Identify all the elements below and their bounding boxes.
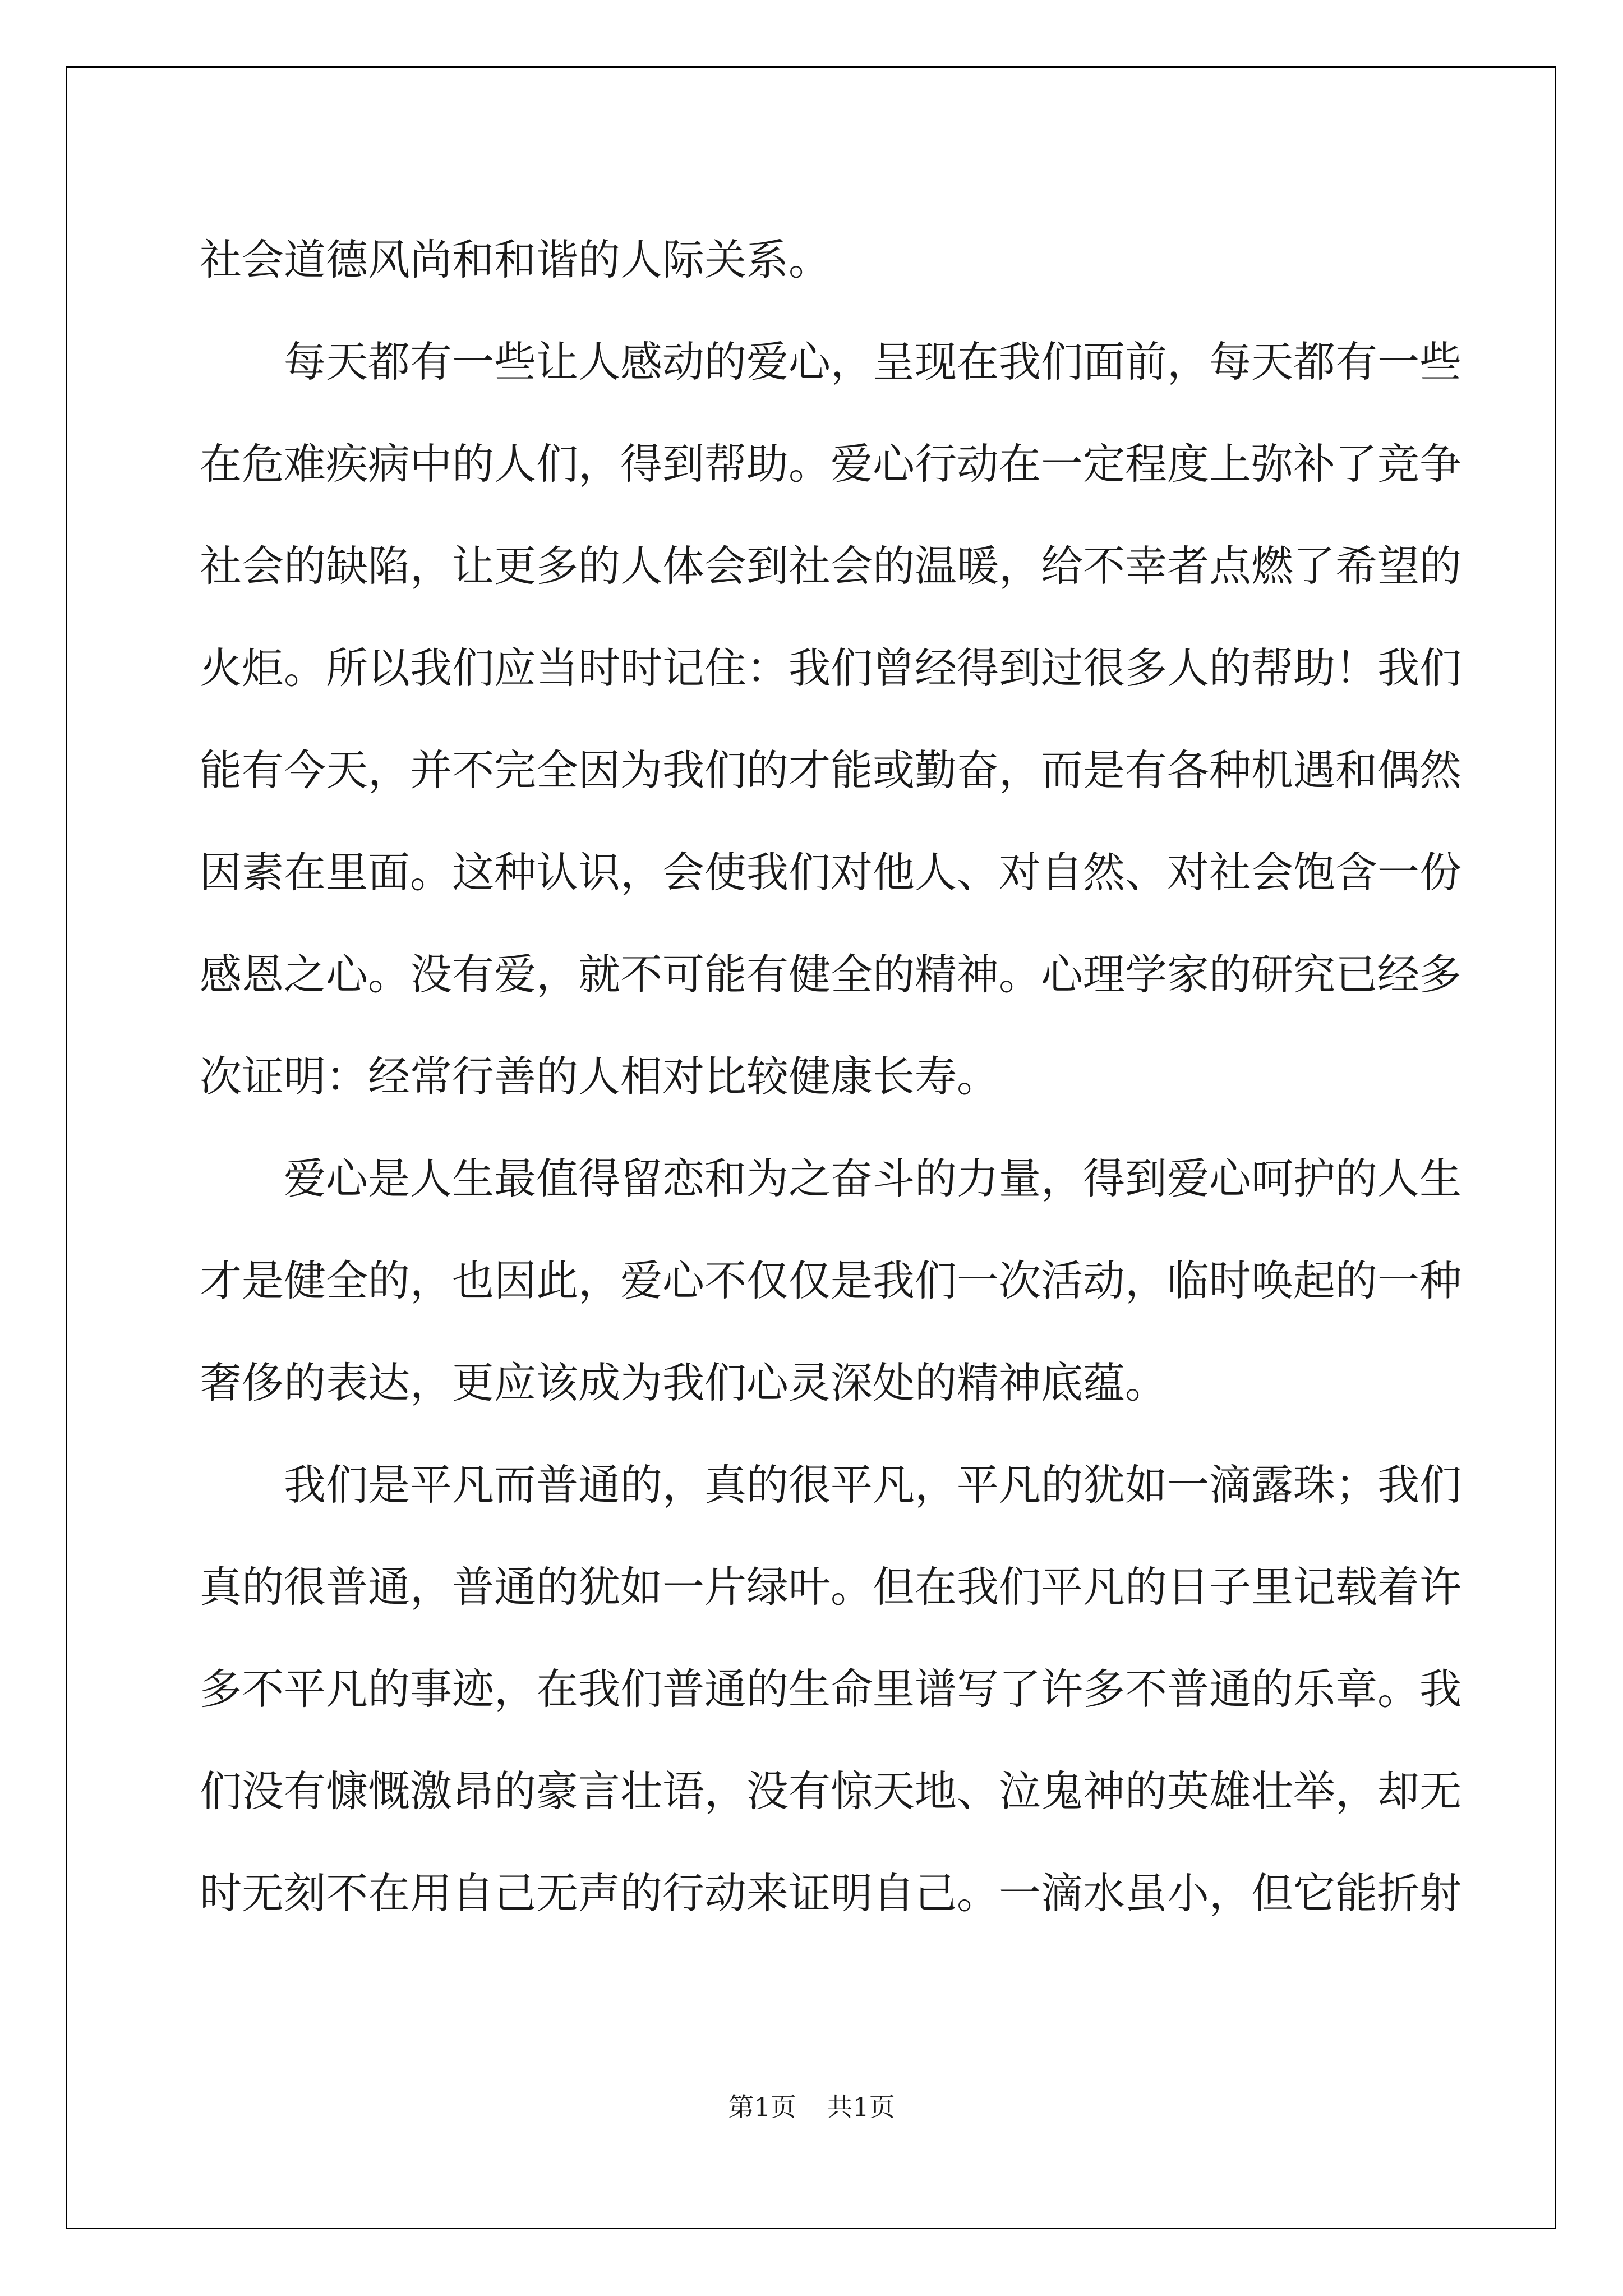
text-line: 我们是平凡而普通的，真的很平凡，平凡的犹如一滴露珠；我们 [284,1460,1462,1510]
text-line: 火炬。所以我们应当时时记住：我们曾经得到过很多人的帮助！我们 [200,643,1462,693]
text-line: 才是健全的，也因此，爱心不仅仅是我们一次活动，临时唤起的一种 [200,1256,1462,1305]
text-line: 能有今天，并不完全因为我们的才能或勤奋，而是有各种机遇和偶然 [200,746,1462,795]
text-line: 次证明：经常行善的人相对比较健康长寿。 [200,1052,999,1101]
text-line: 感恩之心。没有爱，就不可能有健全的精神。心理学家的研究已经多 [200,950,1462,999]
page-number: 第1页 [728,2092,796,2122]
text-line: 多不平凡的事迹，在我们普通的生命里谱写了许多不普通的乐章。我 [200,1664,1462,1714]
text-line: 真的很普通，普通的犹如一片绿叶。但在我们平凡的日子里记载着许 [200,1562,1462,1612]
text-line: 奢侈的表达，更应该成为我们心灵深处的精神底蕴。 [200,1358,1168,1407]
document-body [200,209,1462,1944]
text-line: 每天都有一些让人感动的爱心，呈现在我们面前，每天都有一些 [284,337,1462,386]
text-line: 在危难疾病中的人们，得到帮助。爱心行动在一定程度上弥补了竞争 [200,439,1462,489]
text-line: 因素在里面。这种认识，会使我们对他人、对自然、对社会饱含一份 [200,848,1462,897]
page-footer [0,2087,1623,2124]
text-line: 爱心是人生最值得留恋和为之奋斗的力量，得到爱心呵护的人生 [284,1154,1462,1203]
text-line: 们没有慷慨激昂的豪言壮语，没有惊天地、泣鬼神的英雄壮举，却无 [200,1766,1462,1816]
text-line: 社会的缺陷，让更多的人体会到社会的温暖，给不幸者点燃了希望的 [200,541,1462,591]
text-line: 时无刻不在用自己无声的行动来证明自己。一滴水虽小，但它能折射 [200,1869,1462,1918]
text-line: 社会道德风尚和和谐的人际关系。 [200,235,831,284]
page-total: 共1页 [827,2092,895,2122]
